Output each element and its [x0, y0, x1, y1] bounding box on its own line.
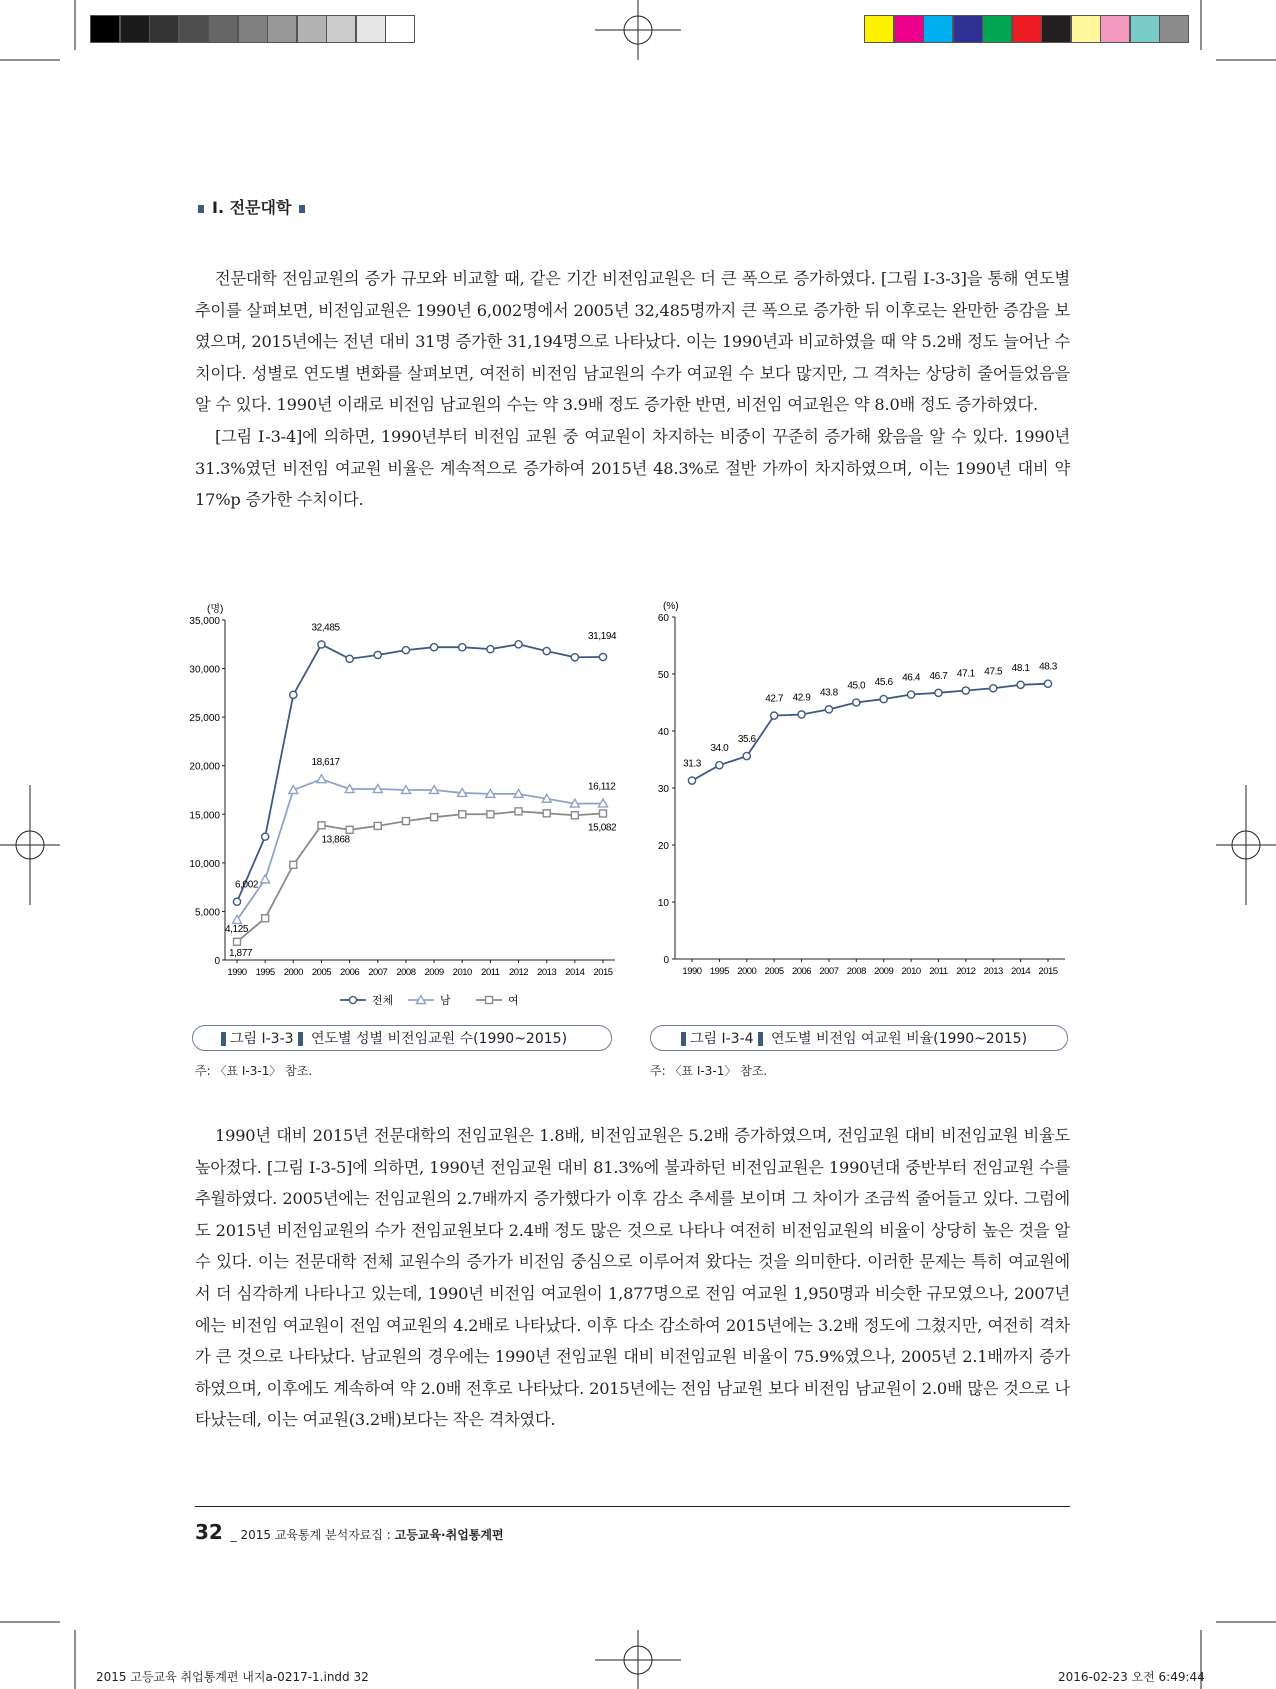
data-label: 15,082: [588, 822, 617, 834]
caption-title: 연도별 비전임 여교원 비율(1990~2015): [771, 1031, 1028, 1047]
legend-marker: [349, 996, 356, 1003]
x-tick-label: 2009: [874, 966, 894, 977]
data-point: [543, 810, 550, 817]
y-tick-label: 30: [657, 784, 669, 795]
body-text-top: [195, 263, 1070, 516]
legend-marker: [486, 997, 493, 1004]
x-tick-label: 2008: [846, 966, 866, 977]
data-point: [771, 712, 778, 719]
section-marker-icon: [299, 205, 305, 213]
data-point: [290, 691, 297, 698]
slug-filename: 2015 고등교육 취업통계편 내지a-0217-1.indd 32: [96, 1670, 369, 1684]
x-tick-label: 2015: [1038, 966, 1058, 977]
y-tick-label: 35,000: [189, 616, 220, 627]
data-point: [1044, 680, 1051, 687]
y-tick-label: 30,000: [189, 664, 220, 676]
data-point: [431, 814, 438, 821]
data-label: 1,877: [229, 947, 253, 959]
caption-bar-icon: [221, 1032, 226, 1046]
caption-bar-icon: [298, 1032, 303, 1046]
y-tick-label: 0: [663, 955, 669, 966]
data-label: 32,485: [311, 622, 340, 634]
data-point: [515, 641, 522, 648]
y-tick-label: 20,000: [189, 761, 220, 773]
data-point: [346, 655, 353, 662]
data-point: [402, 818, 409, 825]
data-point: [290, 861, 297, 868]
data-point: [346, 826, 353, 833]
paragraph: [그림 Ⅰ-3-4]에 의하면, 1990년부터 비전임 교원 중 여교원이 차지하는 비중이 꾸준히 증가해 왔음을 알 수 있다. 1990년 31.3%였던 비전임 여교원 비율은 계속적으로 증가하여 2015년 48.3%로 절반 가까이 차지하였으며, 이는 1990년 대비 약 17%p 증가한 수치이다.: [195, 426, 1070, 510]
x-tick-label: 2011: [929, 966, 948, 977]
data-point: [515, 808, 522, 815]
data-point: [600, 810, 607, 817]
paragraph: 1990년 대비 2015년 전문대학의 전임교원은 1.8배, 비전임교원은 5.2배 증가하였으며, 전임교원 대비 비전임교원 비율도 높아졌다. [그림 Ⅰ-3-5]에 의하면, 1990년 전임교원 대비 81.3%에 불과하던 비전임교원은 1990년대 중반부터 전임교원 수를 추월하였다. 2005년에는 전임교원의 2.7배까지 증가했다가 이후 감소 추세를 보이며 그 차이가 조금씩 줄어들고 있다. 그럼에도 2015년 비전임교원의 수가 전임교원보다 2.4배 정도 많은 것으로 나타나 여전히 비전임교원의 비율이 상당히 높은 것을 알 수 있다. 이는 전문대학 전체 교원수의 증가가 비전임 중심으로 이루어져 왔다는 것을 의미한다. 이러한 문제는 특히 여교원에서 더 심각하게 나타나고 있는데, 1990년 비전임 여교원이 1,877명으로 전임 여교원 1,950명과 비슷한 규모였으나, 2007년에는 비전임 여교원이 전임 여교원의 4.2배로 나타났다. 이후 다소 감소하여 2015년에는 3.2배 정도에 그쳤지만, 여전히 격차가 큰 것으로 나타났다. 남교원의 경우에는 1990년 전임교원 대비 비전임교원 비율이 75.9%였으나, 2005년 2.1배까지 증가하였으며, 이후에도 계속하여 약 2.0배 전후로 나타났다. 2015년에는 전임 남교원 보다 비전임 남교원이 2.0배 많은 것으로 나타났는데, 이는 여교원(3.2배)보다는 작은 격차였다.: [195, 1126, 1070, 1430]
data-point: [318, 822, 325, 829]
data-label: 6,002: [235, 879, 259, 891]
data-point: [402, 647, 409, 654]
data-point: [262, 833, 269, 840]
data-label: 35.6: [737, 734, 756, 746]
data-point: [935, 689, 942, 696]
data-label: 42.9: [792, 692, 811, 704]
data-point: [317, 775, 326, 783]
chart2-svg: [650, 592, 1080, 992]
legend-label: 남: [440, 995, 451, 1007]
data-label: 45.0: [847, 680, 866, 692]
section-title: Ⅰ. 전문대학: [212, 198, 292, 217]
data-point: [543, 647, 550, 654]
y-tick-label: 5,000: [194, 907, 220, 919]
x-tick-label: 1990: [227, 967, 247, 978]
x-tick-label: 2010: [452, 967, 472, 978]
data-label: 47.1: [956, 668, 975, 680]
series-line: [237, 811, 603, 941]
y-tick-label: 50: [657, 670, 669, 681]
x-tick-label: 2015: [593, 967, 613, 978]
data-point: [233, 898, 240, 905]
data-label: 45.6: [874, 677, 893, 689]
y-tick-label: 10: [657, 898, 669, 909]
page-number: 32: [195, 1520, 223, 1544]
data-point: [1017, 681, 1024, 688]
data-point: [688, 777, 695, 784]
data-point: [374, 822, 381, 829]
data-point: [459, 644, 466, 651]
x-tick-label: 2006: [791, 966, 812, 977]
section-marker-icon: [198, 205, 204, 213]
x-tick-label: 2005: [764, 966, 784, 977]
y-tick-label: 15,000: [189, 810, 220, 822]
x-tick-label: 1990: [682, 966, 702, 977]
x-tick-label: 1995: [709, 966, 729, 977]
data-point: [262, 915, 269, 922]
y-tick-label: 40: [657, 727, 669, 738]
caption-bar-icon: [758, 1032, 763, 1046]
data-label: 13,868: [321, 834, 350, 846]
caption-label: 그림 Ⅰ-3-4: [690, 1031, 754, 1047]
y-tick-label: 20: [657, 841, 669, 852]
y-axis-unit: (명): [207, 604, 224, 615]
data-point: [487, 646, 494, 653]
x-tick-label: 2014: [1011, 966, 1031, 977]
data-label: 4,125: [225, 923, 249, 935]
data-point: [599, 653, 606, 660]
data-point: [907, 691, 914, 698]
data-point: [880, 695, 887, 702]
x-tick-label: 2013: [983, 966, 1003, 977]
y-tick-label: 10,000: [189, 858, 220, 870]
x-tick-label: 2000: [283, 967, 303, 978]
x-tick-label: 1995: [255, 967, 275, 978]
x-tick-label: 2011: [481, 967, 500, 978]
caption-label: 그림 Ⅰ-3-3: [230, 1031, 294, 1047]
x-tick-label: 2013: [537, 967, 557, 978]
chart-nontenure-faculty-count: [190, 592, 630, 1016]
x-tick-label: 2007: [368, 967, 388, 978]
data-point: [318, 641, 325, 648]
x-tick-label: 2005: [311, 967, 332, 978]
data-point: [459, 811, 466, 818]
chart-female-ratio: [650, 592, 1080, 996]
data-point: [571, 812, 578, 819]
y-tick-label: 25,000: [189, 713, 220, 725]
data-label: 43.8: [819, 687, 838, 699]
data-point: [853, 699, 860, 706]
slug-datetime: 2016-02-23 오전 6:49:44: [1058, 1670, 1205, 1684]
data-label: 48.1: [1011, 662, 1030, 674]
data-point: [962, 687, 969, 694]
data-label: 47.5: [984, 666, 1003, 678]
x-tick-label: 2012: [508, 967, 529, 978]
data-point: [234, 938, 241, 945]
paragraph: 전문대학 전임교원의 증가 규모와 비교할 때, 같은 기간 비전임교원은 더 큰 폭으로 증가하였다. [그림 Ⅰ-3-3]을 통해 연도별 추이를 살펴보면, 비전임교원은 1990년 6,002명에서 2005년 32,485명까지 큰 폭으로 증가한 뒤 이후로는 완만한 증감을 보였으며, 2015년에는 전년 대비 31명 증가한 31,194명으로 나타났다. 이는 1990년과 비교하였을 때 약 5.2배 정도 늘어난 수치이다. 성별로 연도별 변화를 살펴보면, 여전히 비전임 남교원의 수가 여교원 수 보다 많지만, 그 격차는 상당히 줄어들었음을 알 수 있다. 1990년 이래로 비전임 남교원의 수는 약 3.9배 정도 증가한 반면, 비전임 여교원은 약 8.0배 정도 증가하였다.: [195, 269, 1070, 415]
x-tick-label: 2014: [565, 967, 585, 978]
x-tick-label: 2009: [424, 967, 444, 978]
legend-label: 전체: [372, 995, 394, 1007]
x-tick-label: 2012: [956, 966, 976, 977]
data-point: [990, 685, 997, 692]
data-point: [374, 651, 381, 658]
body-text-bottom: [195, 1120, 1070, 1436]
section-header: [190, 195, 313, 218]
chart-note-2: 주: 〈표 Ⅰ-3-1〉 참조.: [650, 1064, 768, 1078]
data-label: 46.4: [902, 672, 921, 684]
x-tick-label: 2006: [340, 967, 360, 978]
data-point: [571, 654, 578, 661]
data-label: 31,194: [588, 630, 617, 642]
data-point: [261, 875, 270, 883]
data-label: 18,617: [311, 757, 340, 769]
chart-note-1: 주: 〈표 Ⅰ-3-1〉 참조.: [195, 1064, 313, 1078]
data-point: [825, 706, 832, 713]
footer-title: _ 2015 교육통계 분석자료집 :: [230, 1528, 391, 1542]
x-tick-label: 2007: [819, 966, 839, 977]
data-point: [487, 811, 494, 818]
caption-bar-icon: [681, 1032, 686, 1046]
data-label: 46.7: [929, 670, 948, 682]
caption-title: 연도별 성별 비전임교원 수(1990~2015): [311, 1031, 568, 1047]
x-tick-label: 2010: [901, 966, 921, 977]
data-label: 34.0: [710, 743, 729, 755]
x-tick-label: 2008: [396, 967, 416, 978]
x-tick-label: 2000: [737, 966, 757, 977]
data-point: [430, 644, 437, 651]
data-label: 48.3: [1039, 661, 1057, 673]
page-footer: [195, 1520, 504, 1544]
y-tick-label: 60: [657, 613, 669, 624]
legend-label: 여: [508, 995, 519, 1007]
data-point: [716, 762, 723, 769]
data-label: 31.3: [683, 758, 701, 770]
data-point: [743, 752, 750, 759]
figure-caption-2: [650, 1025, 1068, 1051]
data-label: 42.7: [765, 693, 784, 705]
chart1-svg: [190, 592, 630, 1012]
series-line: [692, 684, 1048, 781]
figure-caption-1: [192, 1025, 612, 1051]
data-label: 16,112: [588, 781, 616, 793]
footer-title-bold: 고등교육·취업통계편: [394, 1528, 504, 1542]
y-axis-unit: (%): [663, 601, 679, 612]
data-point: [798, 711, 805, 718]
footer-rule: [195, 1506, 1070, 1507]
y-tick-label: 0: [214, 956, 220, 967]
